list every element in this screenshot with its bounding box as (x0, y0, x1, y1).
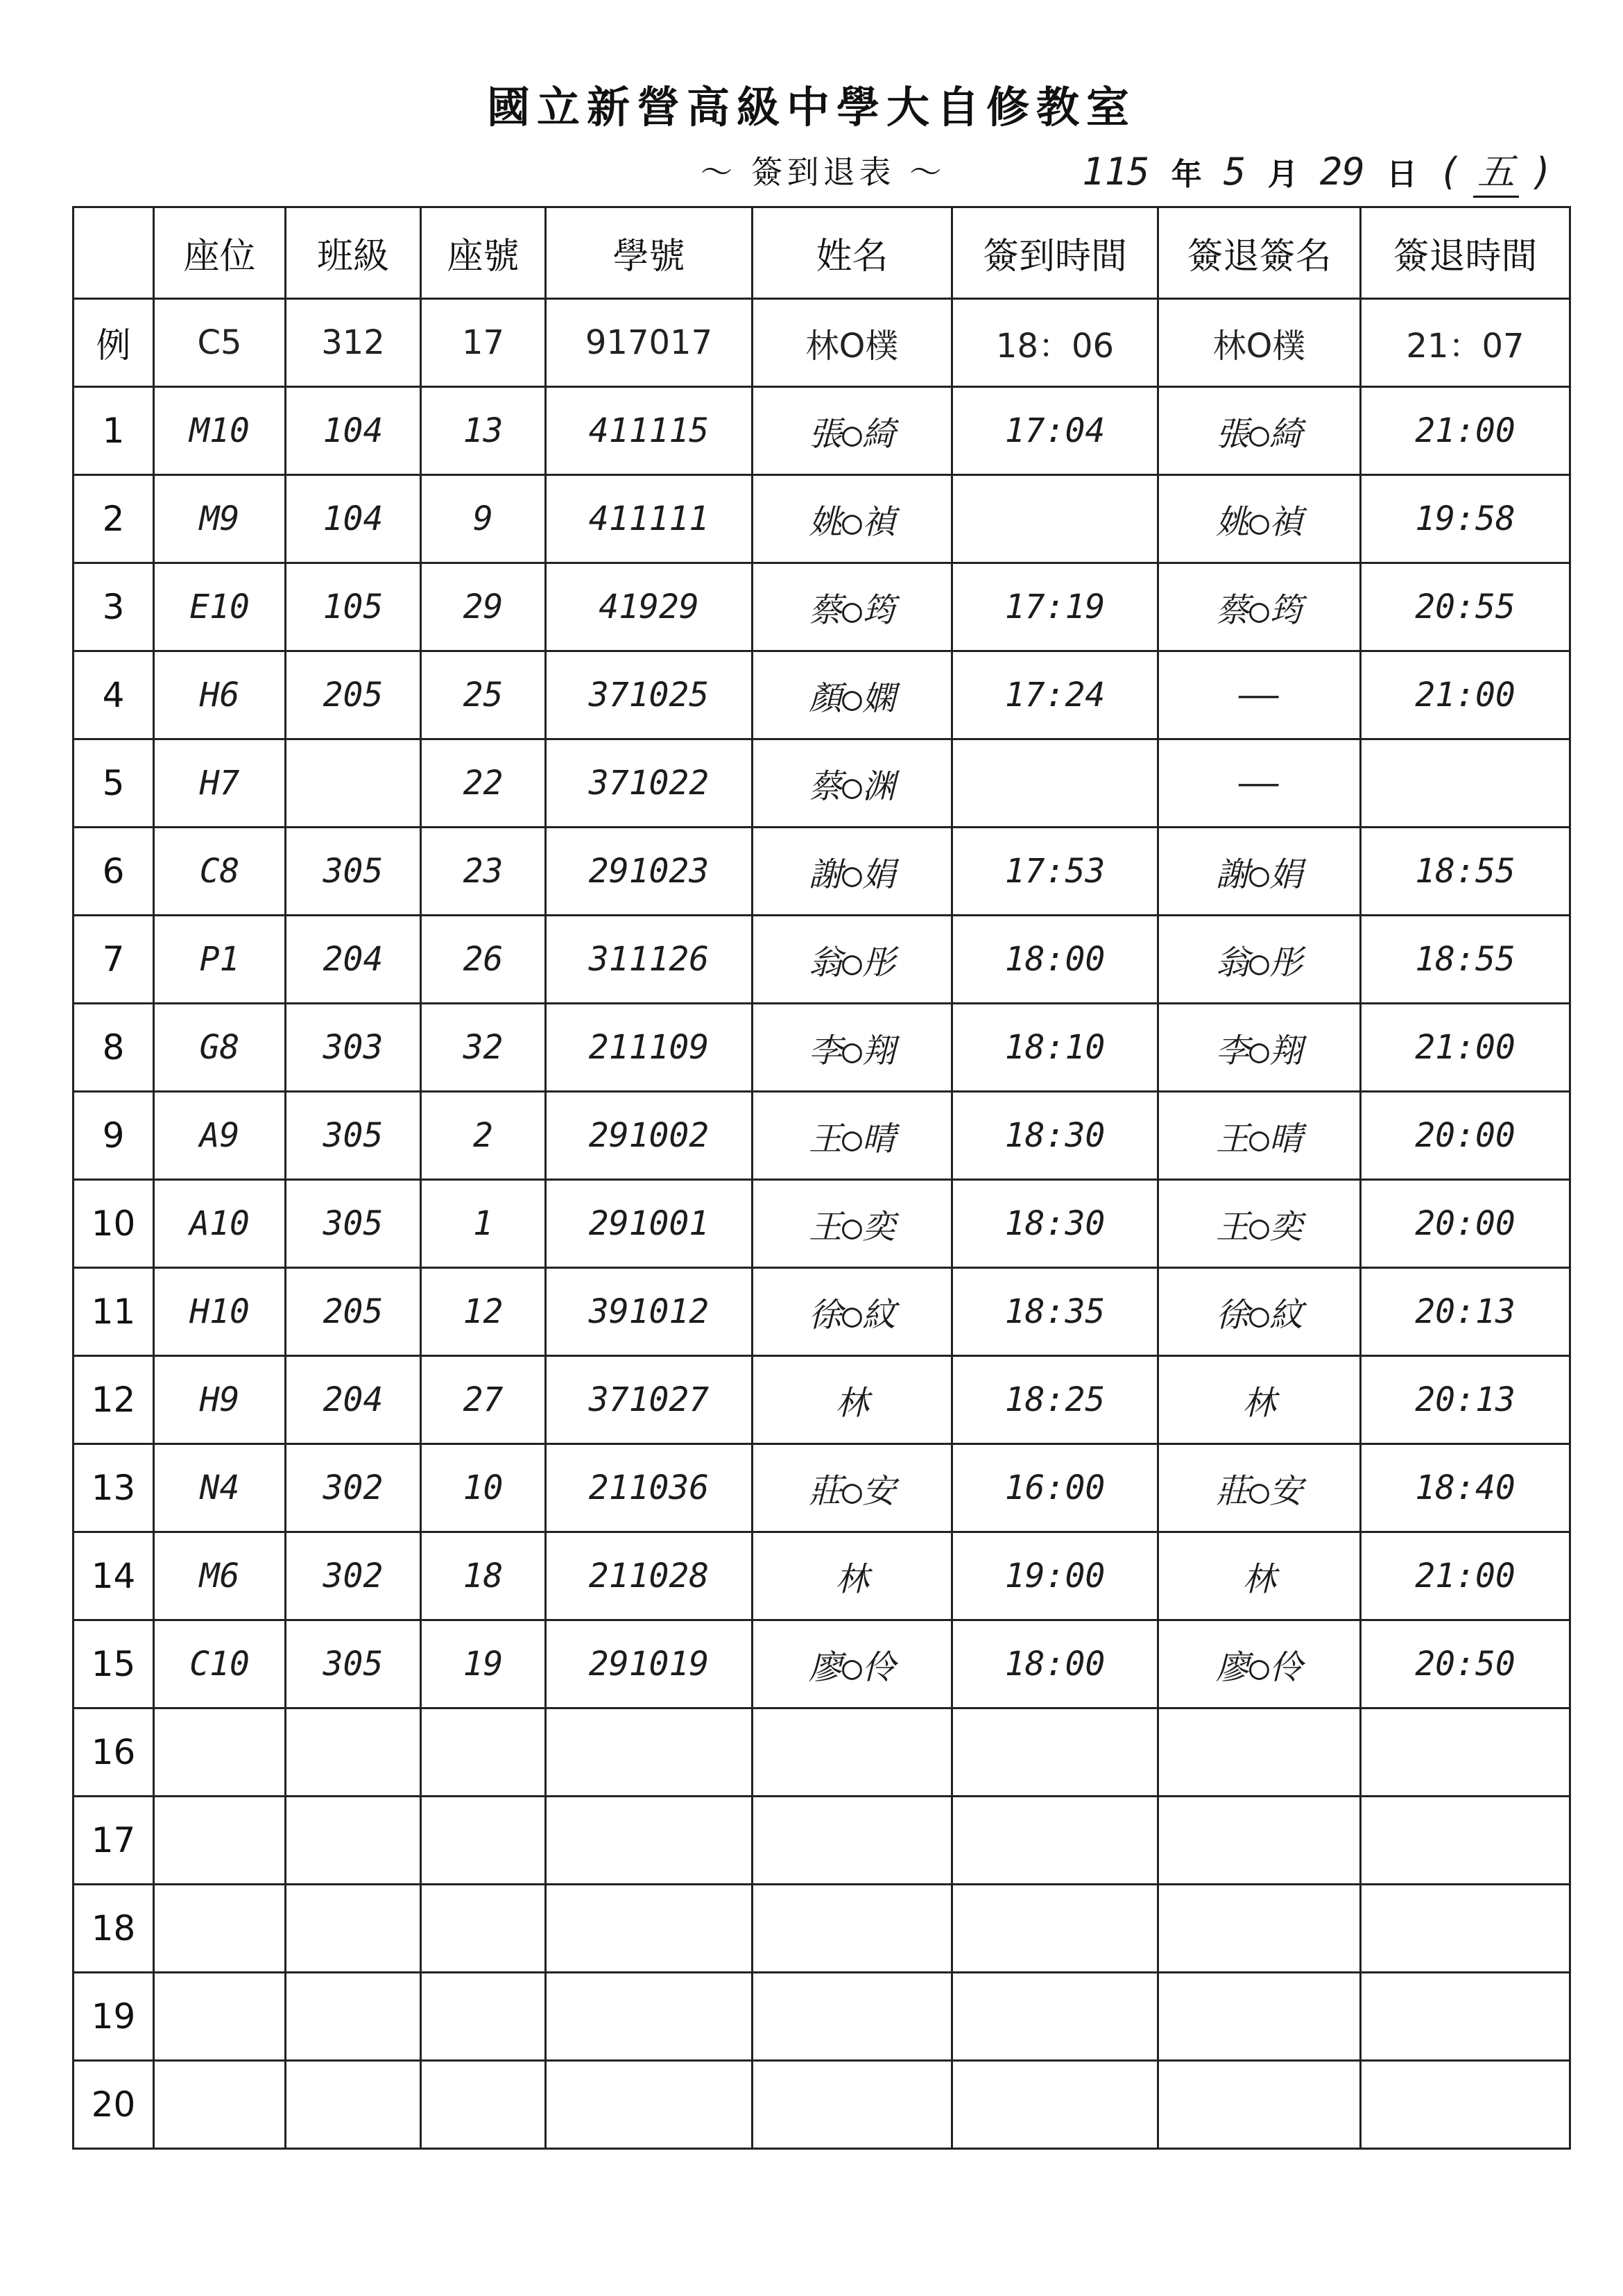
table-row (74, 1180, 1570, 1268)
cell-name: 張○綺 (753, 387, 952, 475)
row-number: 10 (74, 1180, 154, 1268)
cell-signout-signature: —— (1158, 739, 1361, 828)
cell-signout-time: 18:40 (1361, 1444, 1570, 1532)
cell-class: 204 (286, 916, 421, 1004)
table-row (74, 563, 1570, 651)
cell-seat-number: 32 (421, 1004, 546, 1092)
table-row (74, 1973, 1570, 2061)
cell-student-id: 211036 (546, 1444, 753, 1532)
column-header-name: 姓名 (753, 207, 952, 299)
cell-signin-time: 17:19 (952, 563, 1158, 651)
cell-seat: A9 (154, 1092, 286, 1180)
cell-seat: C5 (154, 299, 286, 387)
cell-student-id (546, 1973, 753, 2061)
cell-seat: H10 (154, 1268, 286, 1356)
month-value: 5 (1223, 150, 1246, 194)
cell-signout-signature: 王○奕 (1158, 1180, 1361, 1268)
row-number: 1 (74, 387, 154, 475)
year-value: 115 (1082, 150, 1150, 194)
cell-seat: M10 (154, 387, 286, 475)
cell-seat-number: 9 (421, 475, 546, 563)
cell-class: 302 (286, 1444, 421, 1532)
table-row (74, 1797, 1570, 1885)
cell-signout-time: 20:55 (1361, 563, 1570, 651)
cell-signin-time: 18：06 (952, 299, 1158, 387)
cell-student-id: 391012 (546, 1268, 753, 1356)
row-number: 12 (74, 1356, 154, 1444)
cell-name: 謝○娟 (753, 828, 952, 916)
cell-seat: N4 (154, 1444, 286, 1532)
cell-seat: M6 (154, 1532, 286, 1620)
table-row (74, 1885, 1570, 1973)
signin-table (72, 206, 1571, 2150)
row-number: 17 (74, 1797, 154, 1885)
column-header-seat-number: 座號 (421, 207, 546, 299)
cell-class: 104 (286, 387, 421, 475)
cell-signout-time: 21:00 (1361, 387, 1570, 475)
day-value: 29 (1319, 150, 1365, 194)
cell-name: 顏○嫻 (753, 651, 952, 739)
cell-class: 303 (286, 1004, 421, 1092)
example-row (74, 299, 1570, 387)
month-label: 月 (1267, 157, 1298, 192)
cell-student-id (546, 1797, 753, 1885)
column-header-class: 班級 (286, 207, 421, 299)
table-row (74, 828, 1570, 916)
row-number: 9 (74, 1092, 154, 1180)
cell-signin-time: 18:10 (952, 1004, 1158, 1092)
cell-signout-time: 20:13 (1361, 1268, 1570, 1356)
cell-signout-signature (1158, 1797, 1361, 1885)
cell-signout-time: 20:00 (1361, 1180, 1570, 1268)
table-row (74, 1620, 1570, 1708)
cell-signout-time: 21:00 (1361, 1004, 1570, 1092)
cell-seat: C10 (154, 1620, 286, 1708)
cell-class (286, 2061, 421, 2149)
paren-close: ) (1530, 150, 1554, 194)
column-header-seat: 座位 (154, 207, 286, 299)
cell-signout-signature: 張○綺 (1158, 387, 1361, 475)
cell-seat-number: 17 (421, 299, 546, 387)
cell-class: 204 (286, 1356, 421, 1444)
cell-signin-time (952, 475, 1158, 563)
cell-class: 205 (286, 1268, 421, 1356)
cell-student-id: 211109 (546, 1004, 753, 1092)
cell-seat (154, 2061, 286, 2149)
cell-name: 王○奕 (753, 1180, 952, 1268)
row-number: 5 (74, 739, 154, 828)
cell-student-id: 371027 (546, 1356, 753, 1444)
cell-seat: P1 (154, 916, 286, 1004)
table-row (74, 1356, 1570, 1444)
cell-signout-signature: 廖○伶 (1158, 1620, 1361, 1708)
cell-signin-time (952, 1708, 1158, 1797)
cell-seat-number: 23 (421, 828, 546, 916)
table-row (74, 2061, 1570, 2149)
cell-signout-time: 20:00 (1361, 1092, 1570, 1180)
cell-signin-time (952, 1973, 1158, 2061)
row-number: 例 (74, 299, 154, 387)
cell-seat-number (421, 1885, 546, 1973)
cell-seat-number: 25 (421, 651, 546, 739)
cell-student-id: 41929 (546, 563, 753, 651)
cell-signin-time: 18:00 (952, 1620, 1158, 1708)
year-label: 年 (1171, 157, 1202, 192)
cell-signout-signature: —— (1158, 651, 1361, 739)
cell-name: 林O樸 (753, 299, 952, 387)
column-header-signin-time: 簽到時間 (952, 207, 1158, 299)
cell-signin-time: 17:04 (952, 387, 1158, 475)
page-title: 國立新營高級中學大自修教室 (486, 82, 1136, 132)
cell-signout-signature: 林 (1158, 1356, 1361, 1444)
cell-signout-signature: 翁○彤 (1158, 916, 1361, 1004)
cell-student-id: 291019 (546, 1620, 753, 1708)
cell-signout-time: 19:58 (1361, 475, 1570, 563)
cell-signout-signature: 謝○娟 (1158, 828, 1361, 916)
cell-name: 翁○彤 (753, 916, 952, 1004)
cell-seat: H7 (154, 739, 286, 828)
cell-seat-number: 10 (421, 1444, 546, 1532)
cell-signin-time: 17:24 (952, 651, 1158, 739)
cell-seat-number: 26 (421, 916, 546, 1004)
cell-signout-signature (1158, 1708, 1361, 1797)
cell-name: 李○翔 (753, 1004, 952, 1092)
cell-signout-time: 20:13 (1361, 1356, 1570, 1444)
row-number: 14 (74, 1532, 154, 1620)
cell-name (753, 2061, 952, 2149)
cell-seat-number: 1 (421, 1180, 546, 1268)
cell-signin-time: 16:00 (952, 1444, 1158, 1532)
cell-signin-time: 18:30 (952, 1180, 1158, 1268)
cell-signin-time: 19:00 (952, 1532, 1158, 1620)
table-row (74, 1004, 1570, 1092)
cell-seat: A10 (154, 1180, 286, 1268)
cell-seat-number: 18 (421, 1532, 546, 1620)
table-row (74, 1092, 1570, 1180)
column-header-signout-time: 簽退時間 (1361, 207, 1570, 299)
cell-name: 林 (753, 1356, 952, 1444)
row-number: 18 (74, 1885, 154, 1973)
cell-seat-number (421, 1708, 546, 1797)
cell-name: 蔡○渊 (753, 739, 952, 828)
cell-seat-number: 27 (421, 1356, 546, 1444)
cell-seat: H6 (154, 651, 286, 739)
cell-class: 305 (286, 1180, 421, 1268)
cell-signout-time: 18:55 (1361, 916, 1570, 1004)
cell-student-id (546, 1708, 753, 1797)
cell-name: 徐○紋 (753, 1268, 952, 1356)
row-number: 15 (74, 1620, 154, 1708)
cell-seat-number: 12 (421, 1268, 546, 1356)
table-row (74, 1444, 1570, 1532)
cell-name: 廖○伶 (753, 1620, 952, 1708)
cell-class (286, 1973, 421, 2061)
cell-signout-time (1361, 1797, 1570, 1885)
cell-signout-signature: 李○翔 (1158, 1004, 1361, 1092)
cell-signout-signature: 王○晴 (1158, 1092, 1361, 1180)
row-number: 7 (74, 916, 154, 1004)
row-number: 4 (74, 651, 154, 739)
cell-seat (154, 1797, 286, 1885)
table-row (74, 387, 1570, 475)
cell-student-id: 291001 (546, 1180, 753, 1268)
table-header-row (74, 207, 1570, 299)
form-subtitle: ～ 簽到退表 ～ (701, 153, 946, 191)
cell-class (286, 1885, 421, 1973)
cell-name (753, 1973, 952, 2061)
cell-seat-number: 29 (421, 563, 546, 651)
cell-student-id: 211028 (546, 1532, 753, 1620)
cell-name (753, 1708, 952, 1797)
cell-seat: M9 (154, 475, 286, 563)
cell-name: 王○晴 (753, 1092, 952, 1180)
row-number: 11 (74, 1268, 154, 1356)
cell-seat: G8 (154, 1004, 286, 1092)
cell-seat-number: 22 (421, 739, 546, 828)
cell-class (286, 1708, 421, 1797)
cell-signin-time: 17:53 (952, 828, 1158, 916)
cell-signout-time (1361, 1708, 1570, 1797)
cell-signout-signature: 林O樸 (1158, 299, 1361, 387)
cell-name (753, 1885, 952, 1973)
cell-signin-time (952, 739, 1158, 828)
cell-signout-time (1361, 1973, 1570, 2061)
cell-name: 林 (753, 1532, 952, 1620)
cell-class: 105 (286, 563, 421, 651)
cell-seat (154, 1973, 286, 2061)
cell-student-id: 371022 (546, 739, 753, 828)
cell-signout-time (1361, 739, 1570, 828)
row-number: 6 (74, 828, 154, 916)
column-header-signout-signature: 簽退簽名 (1158, 207, 1361, 299)
day-label: 日 (1386, 157, 1417, 192)
cell-signout-signature: 姚○禎 (1158, 475, 1361, 563)
cell-class: 305 (286, 828, 421, 916)
cell-signin-time: 18:25 (952, 1356, 1158, 1444)
cell-class: 302 (286, 1532, 421, 1620)
cell-name: 蔡○筠 (753, 563, 952, 651)
cell-signin-time (952, 2061, 1158, 2149)
cell-seat (154, 1708, 286, 1797)
column-header-index (74, 207, 154, 299)
cell-signout-time: 18:55 (1361, 828, 1570, 916)
cell-seat: H9 (154, 1356, 286, 1444)
cell-seat-number (421, 1973, 546, 2061)
cell-signout-time: 21:00 (1361, 651, 1570, 739)
cell-student-id: 291002 (546, 1092, 753, 1180)
column-header-student-id: 學號 (546, 207, 753, 299)
table-row (74, 739, 1570, 828)
cell-student-id: 371025 (546, 651, 753, 739)
cell-name: 莊○安 (753, 1444, 952, 1532)
cell-signout-time: 21：07 (1361, 299, 1570, 387)
cell-seat-number: 13 (421, 387, 546, 475)
cell-signout-signature: 林 (1158, 1532, 1361, 1620)
cell-name (753, 1797, 952, 1885)
weekday-value: 五 (1473, 142, 1519, 198)
cell-signin-time: 18:30 (952, 1092, 1158, 1180)
cell-student-id: 291023 (546, 828, 753, 916)
row-number: 3 (74, 563, 154, 651)
row-number: 19 (74, 1973, 154, 2061)
cell-student-id (546, 2061, 753, 2149)
cell-seat-number (421, 2061, 546, 2149)
table-row (74, 1268, 1570, 1356)
row-number: 20 (74, 2061, 154, 2149)
cell-class (286, 1797, 421, 1885)
cell-signout-signature (1158, 1885, 1361, 1973)
cell-signout-signature (1158, 2061, 1361, 2149)
cell-seat (154, 1885, 286, 1973)
date-line (1082, 142, 1554, 198)
table-row (74, 651, 1570, 739)
cell-signout-time: 20:50 (1361, 1620, 1570, 1708)
row-number: 13 (74, 1444, 154, 1532)
cell-student-id (546, 1885, 753, 1973)
cell-signout-time: 21:00 (1361, 1532, 1570, 1620)
cell-class: 305 (286, 1620, 421, 1708)
row-number: 16 (74, 1708, 154, 1797)
cell-student-id: 411115 (546, 387, 753, 475)
cell-seat: C8 (154, 828, 286, 916)
cell-signout-time (1361, 1885, 1570, 1973)
cell-seat: E10 (154, 563, 286, 651)
cell-student-id: 311126 (546, 916, 753, 1004)
cell-signout-signature: 蔡○筠 (1158, 563, 1361, 651)
cell-class: 104 (286, 475, 421, 563)
cell-seat-number: 19 (421, 1620, 546, 1708)
cell-class (286, 739, 421, 828)
table-body (74, 299, 1570, 2149)
cell-student-id: 411111 (546, 475, 753, 563)
paren-open: ( (1439, 150, 1461, 194)
cell-student-id: 917017 (546, 299, 753, 387)
cell-seat-number (421, 1797, 546, 1885)
row-number: 2 (74, 475, 154, 563)
cell-seat-number: 2 (421, 1092, 546, 1180)
cell-signout-signature: 徐○紋 (1158, 1268, 1361, 1356)
cell-signin-time (952, 1885, 1158, 1973)
cell-class: 305 (286, 1092, 421, 1180)
cell-signin-time: 18:35 (952, 1268, 1158, 1356)
cell-signout-time (1361, 2061, 1570, 2149)
cell-signin-time (952, 1797, 1158, 1885)
cell-name: 姚○禎 (753, 475, 952, 563)
table-row (74, 1532, 1570, 1620)
cell-signout-signature: 莊○安 (1158, 1444, 1361, 1532)
cell-signin-time: 18:00 (952, 916, 1158, 1004)
table-row (74, 916, 1570, 1004)
row-number: 8 (74, 1004, 154, 1092)
table-row (74, 1708, 1570, 1797)
cell-class: 205 (286, 651, 421, 739)
table-row (74, 475, 1570, 563)
cell-class: 312 (286, 299, 421, 387)
cell-signout-signature (1158, 1973, 1361, 2061)
